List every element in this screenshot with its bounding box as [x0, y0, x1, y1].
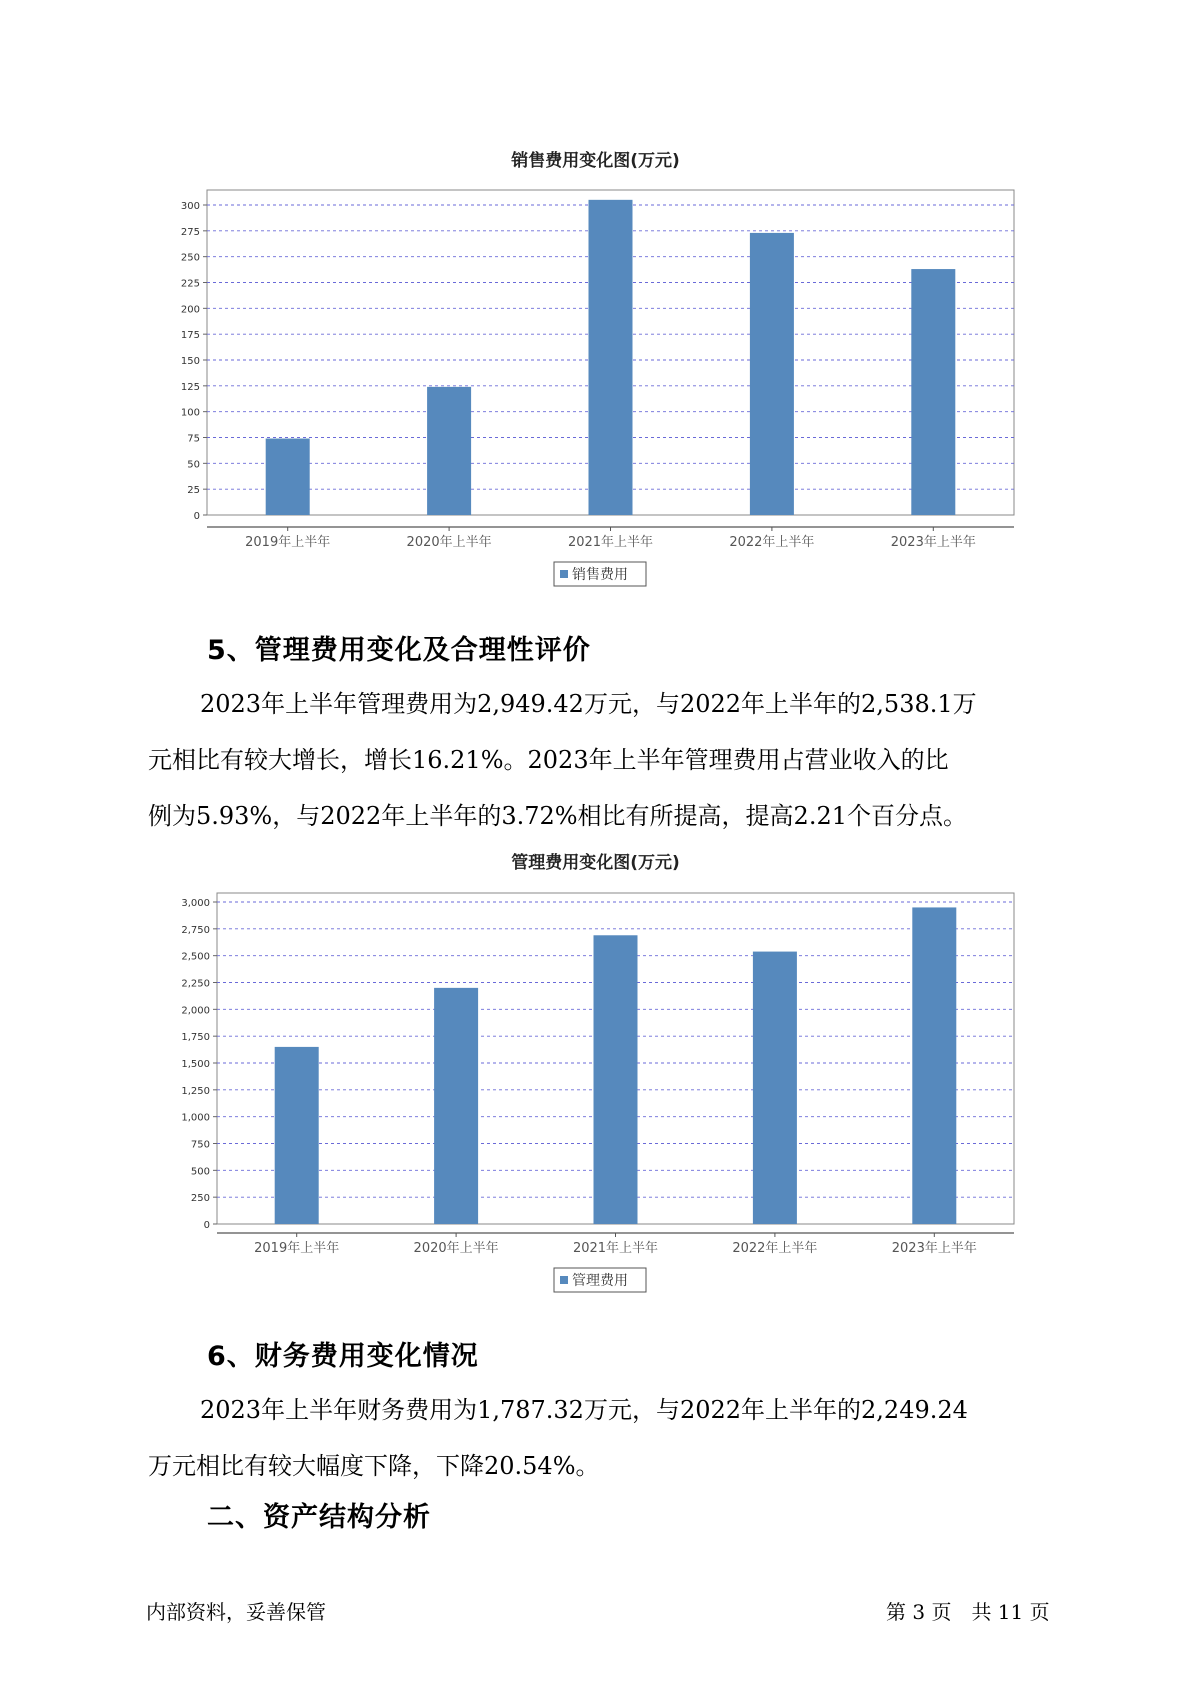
y-tick-label: 1,500: [181, 1059, 210, 1070]
section6-heading: 6、财务费用变化情况: [207, 1341, 479, 1372]
legend-swatch: [560, 1276, 568, 1284]
y-tick-label: 200: [180, 304, 200, 316]
footer-confidential: 内部资料，妥善保管: [146, 1600, 326, 1624]
y-tick-label: 175: [180, 330, 200, 342]
y-tick-label: 2,750: [181, 924, 210, 936]
y-tick-label: 1,250: [181, 1085, 210, 1097]
y-tick-label: 275: [180, 226, 200, 238]
x-tick-label: 2023年上半年: [891, 1241, 977, 1256]
y-tick-label: 75: [187, 433, 200, 445]
y-tick-label: 250: [190, 1193, 210, 1205]
section5-line-2: 元相比有较大增长，增长16.21%。2023年上半年管理费用占营业收入的比: [148, 746, 949, 774]
y-tick-label: 0: [203, 1220, 210, 1231]
sales-chart-title: 销售费用变化图(万元): [511, 151, 680, 171]
bar: [912, 907, 956, 1224]
assets-section-heading: 二、资产结构分析: [207, 1502, 431, 1533]
y-tick-label: 225: [180, 278, 200, 290]
footer-page-number: 第 3 页 共 11 页: [886, 1600, 1050, 1624]
y-tick-label: 0: [193, 511, 200, 522]
y-tick-label: 100: [180, 407, 200, 419]
bar: [434, 988, 478, 1224]
section6-line-1: 2023年上半年财务费用为1,787.32万元，与2022年上半年的2,249.24: [200, 1396, 968, 1424]
y-tick-label: 2,250: [181, 978, 210, 990]
x-tick-label: 2022年上半年: [729, 535, 815, 550]
y-tick-label: 1,000: [181, 1112, 210, 1124]
bar: [594, 935, 638, 1224]
section5-heading: 5、管理费用变化及合理性评价: [207, 635, 591, 666]
y-tick-label: 50: [187, 459, 200, 471]
bar: [753, 952, 797, 1224]
legend-label: 销售费用: [572, 567, 628, 583]
y-tick-label: 3,000: [181, 898, 210, 909]
x-tick-label: 2019年上半年: [254, 1241, 340, 1256]
x-tick-label: 2023年上半年: [890, 535, 976, 550]
legend-label: 管理费用: [572, 1273, 628, 1289]
section5-line-3: 例为5.93%，与2022年上半年的3.72%相比有所提高，提高2.21个百分点。: [148, 802, 967, 830]
y-tick-label: 125: [180, 381, 200, 393]
y-tick-label: 2,500: [181, 951, 210, 963]
section6-paragraph: [148, 1382, 1058, 1494]
x-tick-label: 2021年上半年: [567, 535, 654, 550]
y-tick-label: 500: [190, 1166, 210, 1178]
x-tick-label: 2020年上半年: [413, 1241, 499, 1256]
y-tick-label: 300: [180, 201, 200, 212]
x-tick-label: 2020年上半年: [406, 535, 492, 550]
y-tick-label: 150: [180, 356, 200, 367]
y-tick-label: 750: [190, 1139, 210, 1151]
x-tick-label: 2021年上半年: [572, 1241, 659, 1256]
admin-chart-title: 管理费用变化图(万元): [511, 853, 680, 873]
x-tick-label: 2022年上半年: [732, 1241, 818, 1256]
bar: [275, 1047, 319, 1224]
section5-line-1: 2023年上半年管理费用为2,949.42万元，与2022年上半年的2,538.1万: [200, 690, 977, 718]
x-tick-label: 2019年上半年: [245, 535, 331, 550]
y-tick-label: 2,000: [181, 1005, 210, 1017]
y-tick-label: 1,750: [181, 1032, 210, 1044]
y-tick-label: 25: [187, 485, 200, 497]
y-tick-label: 250: [180, 252, 200, 264]
section6-line-2: 万元相比有较大幅度下降，下降20.54%。: [148, 1452, 600, 1480]
